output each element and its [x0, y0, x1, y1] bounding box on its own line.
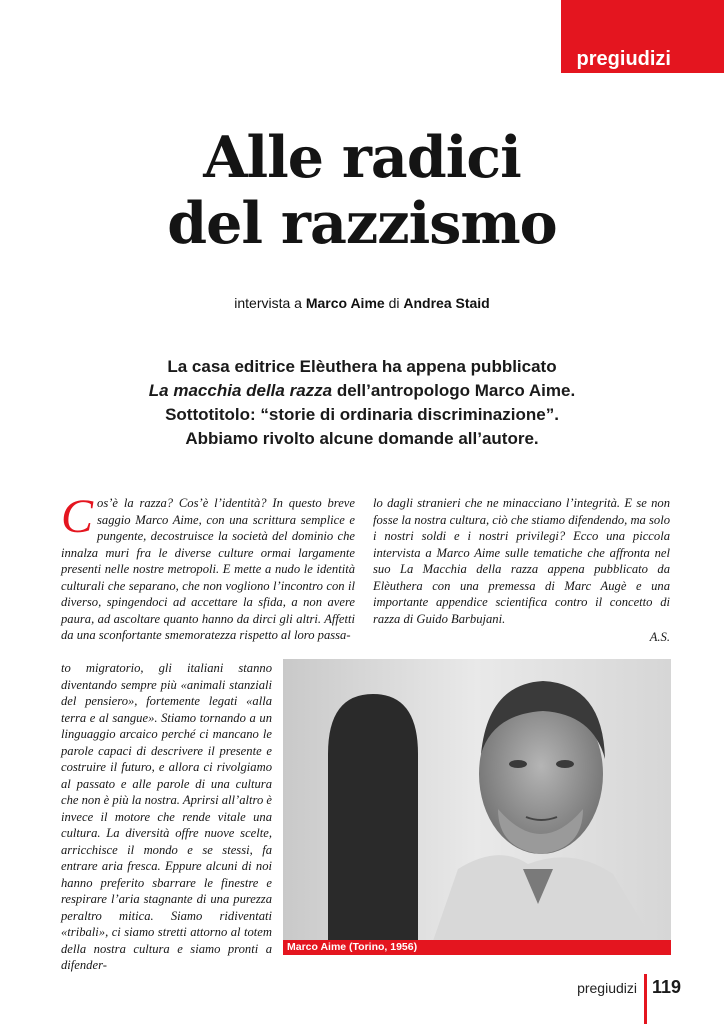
- article-column-left-top: [61, 490, 355, 644]
- standfirst-line-3: Sottotitolo: “storie di ordinaria discriminazione”.: [165, 405, 559, 424]
- byline-connector: di: [384, 295, 404, 311]
- section-tab: [561, 0, 724, 73]
- section-label: pregiudizi: [576, 48, 671, 70]
- page-number: 119: [652, 977, 682, 997]
- headline-line-2: del razzismo: [167, 190, 557, 257]
- standfirst-line-2: [120, 379, 604, 403]
- article-text-left-top: os’è la razza? Cos’è l’identità? In questo breve saggio Marco Aime, con una scrittura semplice e pungente, decostruisce la società del dominio che innalza muri fra le diverse culture ormai largamente presenti nelle nostre metropoli. E mette a nudo le identità culturali che separano, che non vogliono l’incontro con il diverso, spingendoci ad accettare la sfida, a non avere paura, ad ascoltare quanto hanno da dirci gli altri. Affetti da una sconfortante smemoratezza rispetto al loro passa-: [61, 496, 355, 642]
- byline-prefix: intervista a: [234, 295, 306, 311]
- standfirst-line-4: Abbiamo rivolto alcune domande all’autore.: [185, 429, 539, 448]
- standfirst: [120, 355, 604, 451]
- footer-section-label: pregiudizi: [577, 980, 637, 996]
- article-text-right: lo dagli stranieri che ne minacciano l’integrità. E se non fosse la nostra cultura, ciò che stiamo difendendo, ma solo i nostri soldi e i nostri privilegi? Ecco una piccola intervista a Marco Aime sulle tematiche che affronta nel suo La Macchia della razza appena pubblicato da Elèuthera con una premessa di Marc Augè e una importante appendice scientifica contro il concetto di razza di Guido Barbujani.: [373, 496, 670, 626]
- standfirst-line-1: La casa editrice Elèuthera ha appena pubblicato: [167, 357, 557, 376]
- headline-line-1: Alle radici: [203, 124, 521, 191]
- byline-interviewee: Marco Aime: [305, 295, 385, 311]
- book-title: La macchia della razza: [148, 381, 333, 400]
- footer-divider: [644, 974, 647, 1024]
- drop-cap: C: [61, 490, 94, 543]
- article-column-right: [373, 495, 670, 627]
- photo-caption: Marco Aime (Torino, 1956): [287, 941, 418, 953]
- author-photo: [283, 659, 671, 941]
- byline-author: Andrea Staid: [403, 295, 490, 311]
- author-initials: A.S.: [649, 630, 670, 644]
- article-text-left-bottom: to migratorio, gli italiani stanno diventando sempre più «animali stanziali del pensiero», fortemente legati «alla terra e al sangue». Stiamo tornando a un linguaggio arcaico perché ci mancano le parole capaci di descrivere il presente e costruire il futuro, e allora ci rivolgiamo al passato e alle parole di una cultura che non è più la nostra. Aprirsi all’altro è invece il motore che rende vitale una cultura. La diversità offre nuove scelte, arricchisce il mondo e se stessi, fa entrare aria fresca. Eppure alcuni di noi hanno preferito sbarrare le finestre e respirare l’aria stagnante di una purezza peraltro mitica. Siamo ridiventati «tribali», ci siamo stretti attorno al totem della nostra cultura e siamo pronti a difender-: [61, 661, 272, 972]
- headline: [0, 125, 724, 257]
- article-column-left-bottom: [61, 660, 272, 974]
- photo-caption-bar: [283, 940, 671, 955]
- standfirst-line-2-rest: dell’antropologo Marco Aime.: [332, 381, 576, 400]
- byline: [0, 295, 724, 311]
